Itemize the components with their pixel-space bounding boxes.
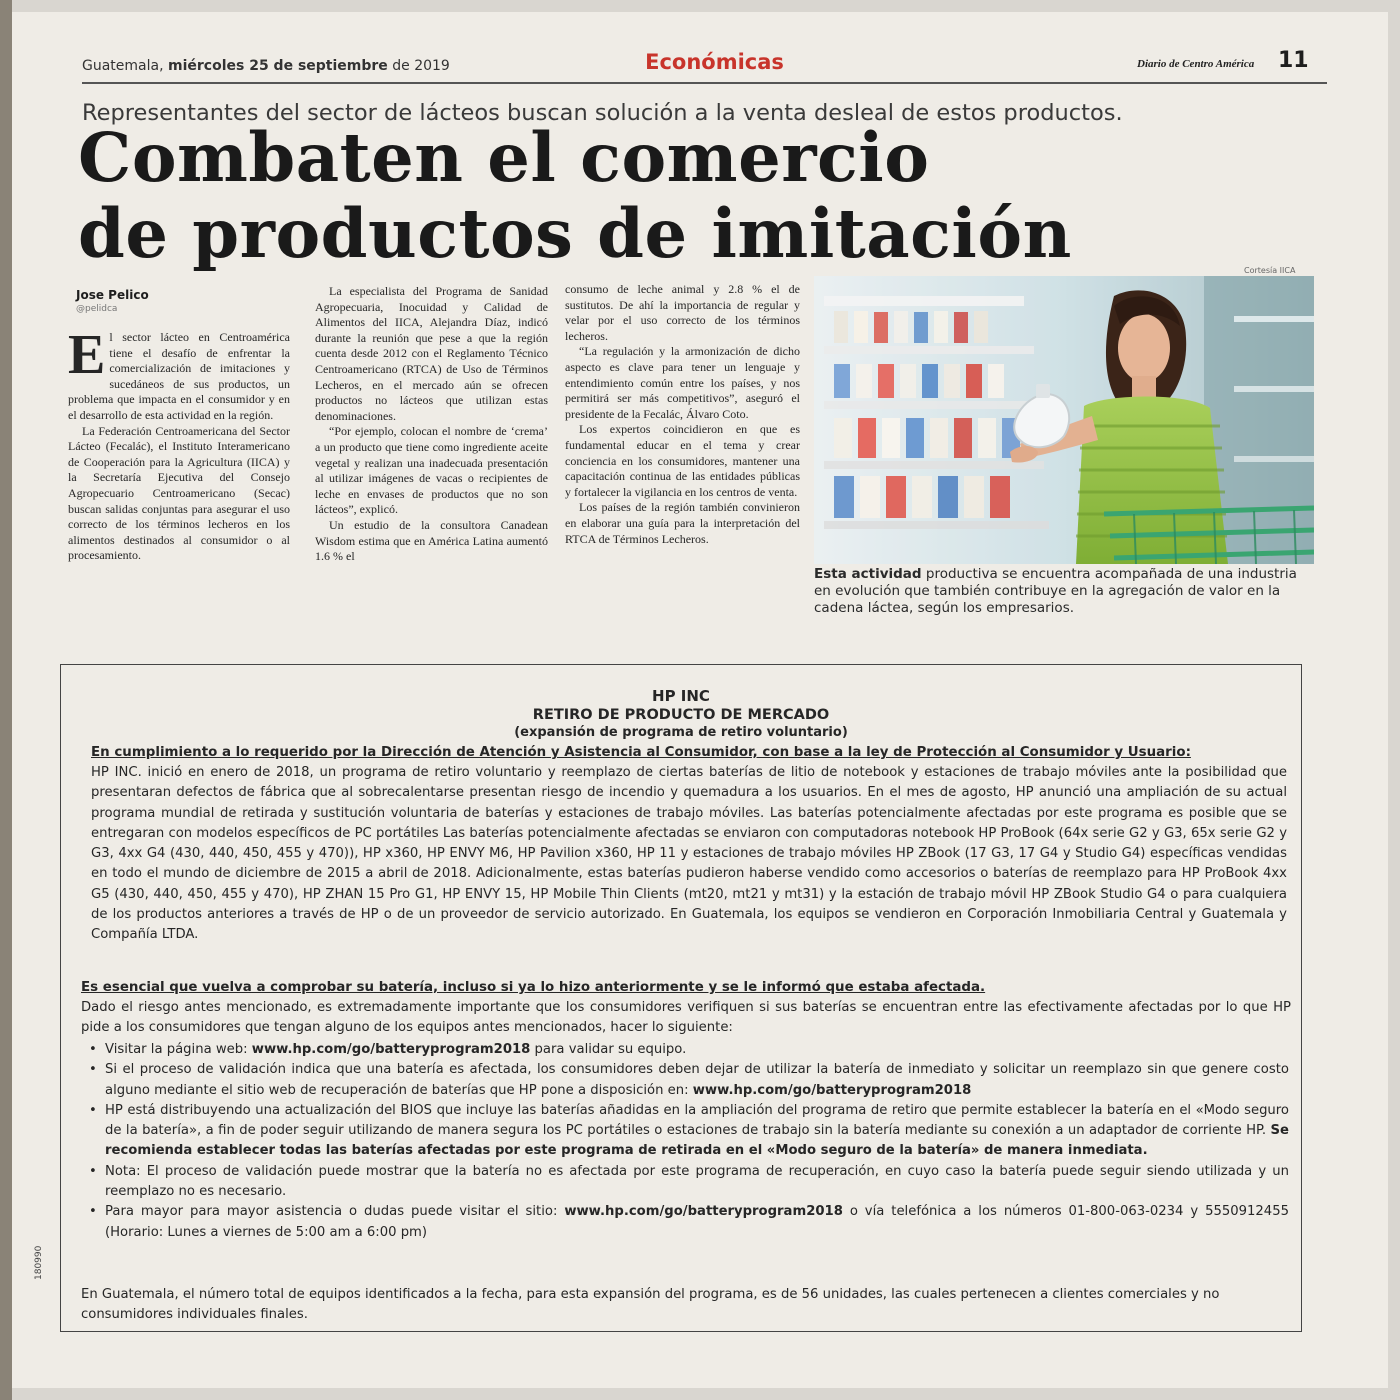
list-item <box>89 1162 1289 1203</box>
battery-program-link[interactable]: www.hp.com/go/batteryprogram2018 <box>692 1082 972 1098</box>
list-item-text: o vía telefónica a los números 01-800-063-0234 y 5550912455 (Horario: Lunes a viernes de 5:00 am a 6:00 pm) <box>105 1204 1289 1240</box>
article-headline <box>78 120 1328 272</box>
drop-cap: E <box>68 324 106 386</box>
article-column-2 <box>315 284 548 565</box>
article-column-1 <box>68 324 290 564</box>
photo-caption <box>814 566 1314 617</box>
article-column-3 <box>565 282 800 547</box>
notice-title: RETIRO DE PRODUCTO DE MERCADO <box>532 707 830 723</box>
paragraph: La especialista del Programa de Sanidad Agropecuaria, Inocuidad y Calidad de Alimentos del IICA, Alejandra Díaz, indicó durante la reunión que pese a que la región cuenta desde 2012 con el Reglamento Técnico Centroamericano (RTCA) de Uso de Términos Lecheros, en el mercado aún se ofrecen productos no lácteos que utilizan estas denominaciones. <box>315 284 548 423</box>
list-item-text: Visitar la página web: <box>105 1042 252 1057</box>
notice-subtitle: (expansión de programa de retiro voluntario) <box>514 725 848 740</box>
list-item-text: Si el proceso de validación indica que una batería es afectada, los consumidores deben dejar de utilizar la batería de inmediato y solicitar un reemplazo sin que genere costo alguno mediante el sitio web de recuperación de baterías que HP pone a disposición en: <box>105 1062 1289 1098</box>
list-item-text: para validar su equipo. <box>530 1042 687 1057</box>
headline-line-2: de productos de imitación <box>78 194 1072 273</box>
headline-line-1: Combaten el comercio <box>78 118 930 197</box>
dateline <box>82 58 450 74</box>
photo-credit: Cortesía IICA <box>1244 266 1296 275</box>
article-photo <box>814 276 1314 564</box>
masthead-logo: Diario de Centro América <box>1137 58 1255 70</box>
ad-code: 180990 <box>34 1245 44 1280</box>
dateline-city: Guatemala, <box>82 58 164 74</box>
newspaper-page <box>12 12 1388 1388</box>
page-number: 11 <box>1278 48 1309 73</box>
paragraph-text: l sector lácteo en Centroamérica tiene el desafío de enfrentar la comercialización de imitaciones y sucedáneos de sus productos, un problema que impacta en el consumidor y en el desarrollo de esta actividad en la región. <box>68 330 290 422</box>
paragraph <box>68 324 290 424</box>
list-item <box>89 1101 1289 1162</box>
notice-footer: En Guatemala, el número total de equipos identificados a la fecha, para esta expansión del programa, es de 56 unidades, las cuales pertenecen a clientes comerciales y no consumidores individuales finales. <box>81 1287 1220 1322</box>
paragraph: “La regulación y la armonización de dicho aspecto es clave para tener un lenguaje y entendimiento común entre los países, y nos permitirá ser más competitivos”, aseguró el presidente de la Fecalác, Álvaro Coto. <box>565 344 800 421</box>
section-label: Económicas <box>645 50 784 74</box>
author-handle: @pelidca <box>76 304 118 314</box>
supermarket-photo-illustration <box>814 276 1314 564</box>
list-item <box>89 1202 1289 1243</box>
list-item <box>89 1060 1289 1101</box>
notice-lead: En cumplimiento a lo requerido por la Dirección de Atención y Asistencia al Consumidor, con base a la ley de Protección al Consumidor y Usuario: <box>91 745 1191 760</box>
paragraph: consumo de leche animal y 2.8 % el de sustitutos. De ahí la importancia de regular y velar por el uso correcto de los términos lecheros. <box>565 282 800 343</box>
paragraph: Un estudio de la consultora Canadean Wisdom estima que en América Latina aumentó 1.6 % el <box>315 517 548 564</box>
notice-essential: Es esencial que vuelva a comprobar su batería, incluso si ya lo hizo anteriormente y se le informó que estaba afectada. <box>81 980 986 995</box>
notice-instructions-list <box>89 1040 1289 1243</box>
caption-lead: Esta actividad <box>814 566 922 582</box>
notice-company: HP INC <box>652 687 710 705</box>
paragraph: “Por ejemplo, colocan el nombre de ‘crema’ a un producto que tiene como ingrediente aceite vegetal y realizan una inadecuada presentación al utilizar imágenes de vacas o recipientes de leche en envases de productos que no son lácteos”, explicó. <box>315 424 548 517</box>
notice-intro: Dado el riesgo antes mencionado, es extremadamente importante que los consumidores verifiquen si sus baterías se encuentran entre las efectivamente afectadas por lo que HP pide a los consumidores que tengan alguno de los equipos antes mencionados, hacer lo siguiente: <box>81 1000 1291 1036</box>
list-item <box>89 1040 1289 1060</box>
hp-recall-notice <box>60 664 1302 1332</box>
running-header <box>82 48 1327 84</box>
page-edge-shadow <box>0 0 12 1400</box>
paragraph: Los expertos coincidieron en que es fundamental educar en el tema y crear conciencia en los consumidores, mantener una capacitación continua de las entidades públicas y fortalecer la vigilancia en los centros de venta. <box>565 422 800 499</box>
dateline-date: miércoles 25 de septiembre <box>168 58 388 74</box>
battery-program-link[interactable]: www.hp.com/go/batteryprogram2018 <box>251 1042 531 1057</box>
notice-body: HP INC. inició en enero de 2018, un programa de retiro voluntario y reemplazo de ciertas baterías de litio de notebook y estaciones de trabajo móviles ante la posibilidad que presentaran defectos de fábrica que al sobrecalentarse presentan riesgo de incendio y quemadura a los usuarios. En el mes de agosto, HP anunció una ampliación de su actual programa mundial de retirada y sustitución voluntaria de baterías y estaciones de trabajo móviles. Las baterías potencialmente afectadas por este programa es posible que se entregaran con modelos específicos de PC portátiles Las baterías potencialmente afectadas se enviaron con computadoras notebook HP ProBook (64x serie G2 y G3, 65x serie G2 y G3, 4xx G4 (430, 440, 450, 455 y 470)), HP x360, HP ENVY M6, HP Pavilion x360, HP 11 y estaciones de trabajo móviles HP ZBook (17 G3, 17 G4 y Studio G4) específicas vendidas en todo el mundo de diciembre de 2015 a abril de 2018. Adicionalmente, estas baterías pudieron haberse vendido como accesorios o baterías de reemplazo para HP ProBook 4xx G5 (430, 440, 450, 455 y 470), HP ZHAN 15 Pro G1, HP ENVY 15, HP Mobile Thin Clients (mt20, mt21 y mt31) y la estación de trabajo móvil HP ZBook Studio G4 o para cualquiera de los productos anteriores a través de HP o de un proveedor de servicio autorizado. En Guatemala, los equipos se vendieron en Corporación Inmobiliaria Central y Guatemala y Compañía LTDA. <box>91 765 1287 943</box>
paragraph: La Federación Centroamericana del Sector Lácteo (Fecalác), el Instituto Interamericano de Cooperación para la Agricultura (IICA) y la Secretaría Ejecutiva del Consejo Agropecuario Centroamericano (Secac) buscan salidas conjuntas para asegurar el uso correcto de los términos lecheros en los alimentos destinados al consumidor o al procesamiento. <box>68 423 290 563</box>
dateline-year: de 2019 <box>392 58 450 74</box>
list-item-emphasis: Se recomienda establecer todas las baterías afectadas por este programa de retirada en el «Modo seguro de la batería» de manera inmediata. <box>105 1123 1289 1159</box>
article-kicker: Representantes del sector de lácteos buscan solución a la venta desleal de estos productos. <box>82 100 1123 126</box>
battery-program-link[interactable]: www.hp.com/go/batteryprogram2018 <box>564 1204 843 1220</box>
paragraph: Los países de la región también convinieron en elaborar una guía para la interpretación del RTCA de Términos Lecheros. <box>565 500 800 546</box>
list-item-text: Para mayor para mayor asistencia o dudas puede visitar el sitio: <box>105 1204 565 1220</box>
caption-text: productiva se encuentra acompañada de una industria en evolución que también contribuye en la agregación de valor en la cadena láctea, según los empresarios. <box>814 566 1297 616</box>
list-item-text: Nota: El proceso de validación puede mostrar que la batería no es afectada por este programa de recuperación, en cuyo caso la batería puede seguir siendo utilizada y un reemplazo no es necesario. <box>105 1163 1289 1200</box>
author-name: Jose Pelico <box>76 288 149 302</box>
list-item-text: HP está distribuyendo una actualización del BIOS que incluye las baterías añadidas en la ampliación del programa de retiro que permite establecer la batería en el «Modo seguro de la batería», a fin de poder seguir utilizando de manera segura los PC portátiles o estaciones de trabajo sin la batería mediante su conexión a un adaptador de corriente HP. <box>105 1102 1289 1139</box>
